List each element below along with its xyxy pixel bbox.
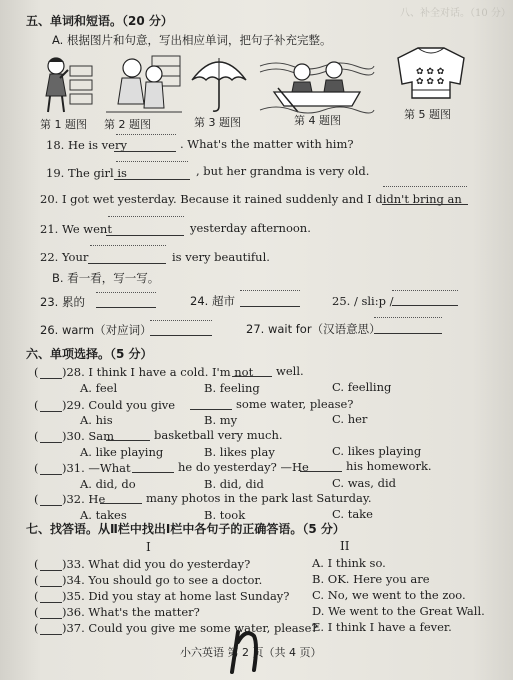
q29-option-a[interactable]: A. his [80,413,113,427]
q31-option-c[interactable]: C. was, did [332,476,397,490]
q22-text-start: 22. Your [40,250,89,264]
umbrella-picture [188,50,250,114]
q29-stem-blank [190,409,232,410]
boating-picture [256,52,376,116]
q21-text-start: 21. We went [40,222,112,236]
section5-part-a-instruction: A. 根据图片和句意，写出相应单词，把句子补充完整。 [52,33,332,47]
q23-answer-blank[interactable] [96,307,156,308]
q35-question: )35. Did you stay at home last Sunday? [62,589,290,603]
q30-stem: )30. Sam [62,429,115,443]
q28-paren: ( [34,365,39,379]
q25-prompt: 25. / sli:p / [332,294,394,308]
q26-prompt: 26. warm（对应词） [40,323,152,337]
column-1-header: I [146,540,151,554]
page-footer: 小六英语 第 2 页（共 4 页） [180,646,322,659]
q18-dotted-guide [116,134,176,135]
q35-answer-blank[interactable] [40,602,62,603]
q28-stem-blank [232,376,272,377]
q31-stem-middle: he do yesterday? —He [178,460,309,474]
q18-answer-blank[interactable] [114,151,176,152]
q20-answer-blank[interactable] [382,204,468,205]
answer-option-c: C. No, we went to the zoo. [312,588,466,602]
picture-3-caption: 第 3 题图 [194,116,241,129]
q29-stem: )29. Could you give [62,398,176,412]
q31-stem: )31. —What [62,461,131,475]
q37-question: )37. Could you give me some water, please? [62,621,318,635]
q24-prompt: 24. 超市 [190,294,235,308]
q29-option-c[interactable]: C. her [332,412,368,426]
q32-option-c[interactable]: C. take [332,507,373,521]
q30-option-c[interactable]: C. likes playing [332,444,422,458]
svg-text:✿ ✿ ✿: ✿ ✿ ✿ [416,67,445,77]
q19-answer-blank[interactable] [114,179,190,180]
q32-stem-blank [100,503,142,504]
picture-5-caption: 第 5 题图 [404,108,451,121]
girl-and-grandma-picture [104,54,184,114]
section5-part-b-instruction: B. 看一看，写一写。 [52,271,160,285]
q22-text-end: is very beautiful. [172,250,270,264]
picture-2-caption: 第 2 题图 [104,118,151,131]
q32-option-a[interactable]: A. takes [80,508,127,522]
q31-paren: ( [34,461,39,475]
q30-option-a[interactable]: A. like playing [80,445,164,459]
sick-boy-picture [36,52,96,114]
q19-text-start: 19. The girl is [46,166,127,180]
q28-answer-blank[interactable] [40,378,62,379]
q21-text-end: yesterday afternoon. [190,221,311,235]
q34-paren: ( [34,573,39,587]
q27-answer-blank[interactable] [374,333,442,334]
q32-paren: ( [34,492,39,506]
svg-text:✿ ✿ ✿: ✿ ✿ ✿ [416,77,445,87]
q26-answer-blank[interactable] [150,335,212,336]
q31-stem-blank-1 [132,472,174,473]
q18-text-end: . What's the matter with him? [180,137,354,151]
q22-dotted-guide [90,245,166,246]
q37-paren: ( [34,621,39,635]
q25-answer-blank[interactable] [392,305,458,306]
q23-prompt: 23. 累的 [40,295,85,309]
answer-option-e: E. I think I have a fever. [312,620,452,634]
q29-option-b[interactable]: B. my [204,413,238,427]
handwritten-mark [226,624,266,676]
q29-stem-end: some water, please? [236,397,354,411]
column-2-header: II [340,539,350,553]
q28-option-c[interactable]: C. feelling [332,380,392,394]
q26-dotted-guide [150,320,212,321]
q30-option-b[interactable]: B. likes play [204,445,275,459]
bleed-through-text: 八、补全对话。（10 分） [400,8,511,19]
q32-answer-blank[interactable] [40,505,62,506]
q30-stem-end: basketball very much. [154,428,283,442]
q19-dotted-guide [116,161,188,162]
q31-option-b[interactable]: B. did, did [204,477,264,491]
q18-text-start: 18. He is very [46,138,127,152]
q31-stem-blank-2 [300,471,342,472]
section7-title: 七、找答语。从Ⅱ栏中找出Ⅰ栏中各句子的正确答语。（5 分） [26,522,345,536]
q30-paren: ( [34,429,39,443]
q28-stem-end: well. [276,364,304,378]
q34-answer-blank[interactable] [40,586,62,587]
q28-option-b[interactable]: B. feeling [204,381,260,395]
q29-paren: ( [34,398,39,412]
q24-dotted-guide [240,290,300,291]
q25-dotted-guide [392,290,458,291]
q34-question: )34. You should go to see a doctor. [62,573,263,587]
q37-answer-blank[interactable] [40,634,62,635]
q29-answer-blank[interactable] [40,411,62,412]
q22-answer-blank[interactable] [88,263,166,264]
q36-paren: ( [34,605,39,619]
q21-dotted-guide [108,216,184,217]
q31-option-a[interactable]: A. did, do [80,477,136,491]
answer-option-b: B. OK. Here you are [312,572,430,586]
q30-answer-blank[interactable] [40,442,62,443]
section6-title: 六、单项选择。（5 分） [26,347,153,361]
sweater-picture [394,44,468,102]
q20-text: 20. I got wet yesterday. Because it rained suddenly and I didn't bring an [40,192,462,206]
q36-answer-blank[interactable] [40,618,62,619]
q27-prompt: 27. wait for（汉语意思） [246,322,381,336]
q19-text-end: , but her grandma is very old. [196,164,370,178]
picture-4-caption: 第 4 题图 [294,114,341,127]
q36-question: )36. What's the matter? [62,605,200,619]
picture-1-caption: 第 1 题图 [40,118,87,131]
q31-answer-blank[interactable] [40,474,62,475]
q27-dotted-guide [374,317,442,318]
q33-question: )33. What did you do yesterday? [62,557,251,571]
section5-title: 五、单词和短语。（20 分） [26,14,173,28]
answer-option-a: A. I think so. [312,556,386,570]
q32-option-b[interactable]: B. took [204,508,246,522]
q33-paren: ( [34,557,39,571]
answer-option-d: D. We went to the Great Wall. [312,604,485,618]
q33-answer-blank[interactable] [40,570,62,571]
q23-dotted-guide [96,292,156,293]
q24-answer-blank[interactable] [240,306,300,307]
q32-stem: )32. He [62,492,106,506]
q20-dotted-guide [383,186,467,187]
q30-stem-blank [106,440,150,441]
q21-answer-blank[interactable] [106,235,184,236]
q28-option-a[interactable]: A. feel [80,381,118,395]
q31-stem-end: his homework. [346,459,432,473]
q32-stem-end: many photos in the park last Saturday. [146,491,372,505]
q35-paren: ( [34,589,39,603]
q28-stem: )28. I think I have a cold. I'm not [62,365,254,379]
